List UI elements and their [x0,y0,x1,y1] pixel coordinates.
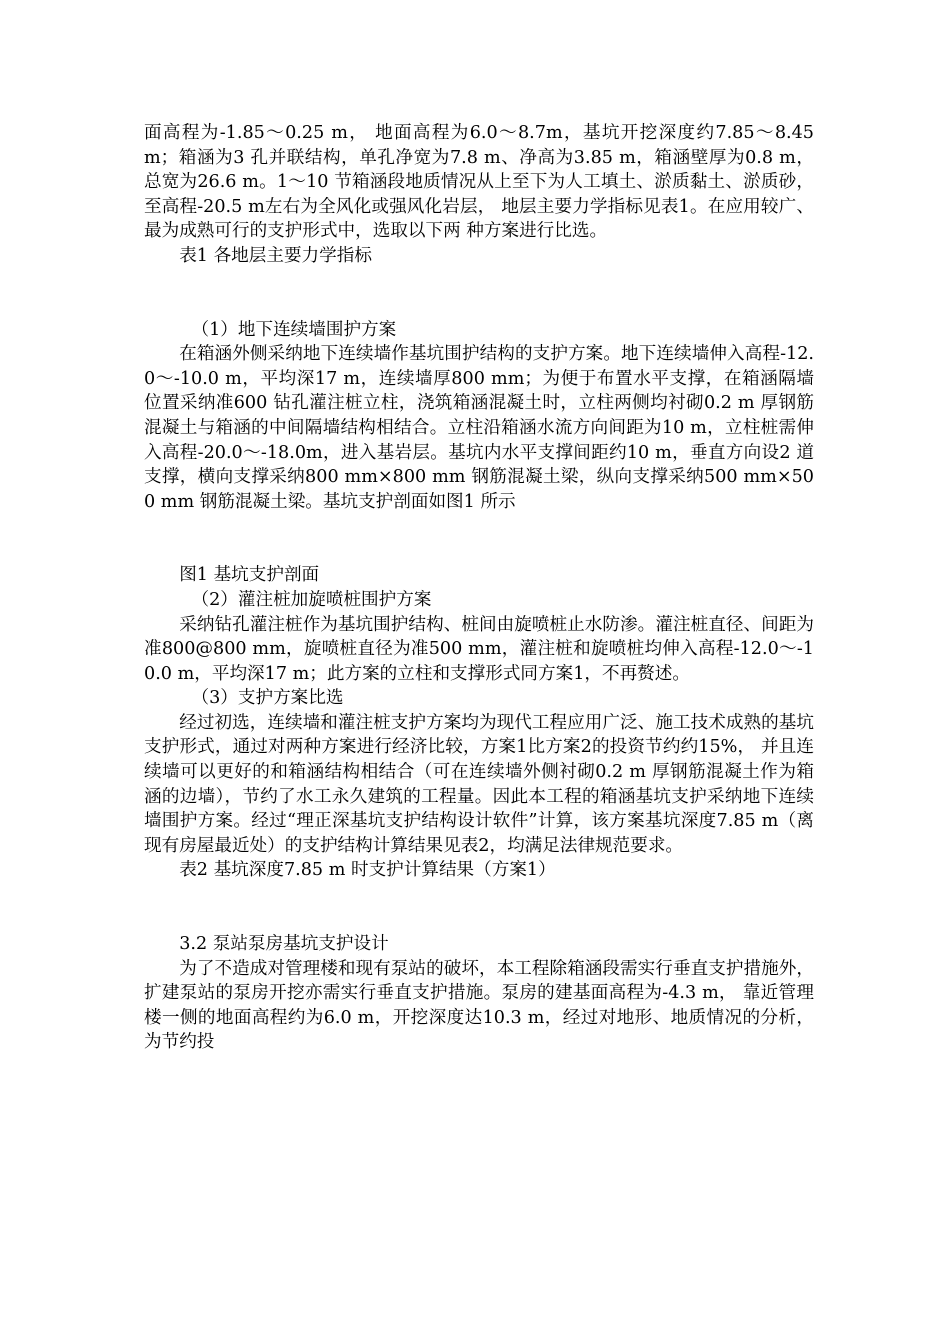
section-heading-3-2: 3.2 泵站泵房基坑支护设计 [179,934,389,955]
heading-scheme-comparison: （3）支护方案比选 [191,688,344,709]
paragraph-bored-pile: 采纳钻孔灌注桩作为基坑围护结构、桩间由旋喷桩止水防渗。灌注桩直径、间距为准800@800 mm，旋喷桩直径为准500 mm，灌注桩和旋喷桩均伸入高程-12.0～-10.0 m，平均深17 m；此方案的立柱和支撑形式同方案1，不再赘述。 [144,614,814,684]
heading-bored-pile-scheme: （2）灌注桩加旋喷桩围护方案 [191,589,432,610]
document-body [144,121,814,1055]
heading-diaphragm-wall-scheme: （1）地下连续墙围护方案 [191,319,397,340]
paragraph-diaphragm-wall: 在箱涵外侧采纳地下连续墙作基坑围护结构的支护方案。地下连续墙伸入高程-12.0～-10.0 m，平均深17 m，连续墙厚800 mm；为便于布置水平支撑，在箱涵隔墙位置采纳准600 钻孔灌注桩立柱，浇筑箱涵混凝土时，立柱两侧均衬砌0.2 m 厚钢筋混凝土与箱涵的中间隔墙结构相结合。立柱沿箱涵水流方向间距为10 m，立柱桩需伸入高程-20.0～-18.0m，进入基岩层。基坑内水平支撑间距约10 m，垂直方向设2 道支撑，横向支撑采纳800 mm×800 mm 钢筋混凝土梁，纵向支撑采纳500 mm×500 mm 钢筋混凝土梁。基坑支护剖面如图1 所示 [144,344,814,512]
table-1-placeholder [144,269,814,318]
figure-1-placeholder [144,514,814,563]
paragraph-box-culvert-geology: 面高程为-1.85～0.25 m， 地面高程为6.0～8.7m，基坑开挖深度约7.85～8.45 m；箱涵为3 孔并联结构，单孔净宽为7.8 m、净高为3.85 m，箱涵壁厚为0.8 m，总宽为26.6 m。1～10 节箱涵段地质情况从上至下为人工填土、淤质黏土、淤质砂，至高程-20.5 m左右为全风化或强风化岩层， 地层主要力学指标见表1。在应用较广、最为成熟可行的支护形式中，选取以下两 种方案进行比选。 [144,123,814,242]
paragraph-pump-house: 为了不造成对管理楼和现有泵站的破坏，本工程除箱涵段需实行垂直支护措施外，扩建泵站的泵房开挖亦需实行垂直支护措施。泵房的建基面高程为-4.3 m， 靠近管理楼一侧的地面高程约为6.0 m，开挖深度达10.3 m，经过对地形、地质情况的分析，为节约投 [144,958,814,1053]
paragraph-scheme-comparison: 经过初选，连续墙和灌注桩支护方案均为现代工程应用广泛、施工技术成熟的基坑支护形式，通过对两种方案进行经济比较，方案1比方案2的投资节约约15%， 并且连续墙可以更好的和箱涵结构相结合（可在连续墙外侧衬砌0.2 m 厚钢筋混凝土作为箱涵的边墙），节约了水工永久建筑的工程量。因此本工程的箱涵基坑支护采纳地下连续墙围护方案。经过“理正深基坑支护结构设计软件”计算，该方案基坑深度7.85 m（离现有房屋最近处）的支护结构计算结果见表2，均满足法律规范要求。 [144,712,814,856]
table-1-caption: 表1 各地层主要力学指标 [179,245,372,266]
table-2-placeholder [144,883,814,932]
table-2-caption: 表2 基坑深度7.85 m 时支护计算结果（方案1） [179,860,556,881]
figure-1-caption: 图1 基坑支护剖面 [179,565,320,586]
